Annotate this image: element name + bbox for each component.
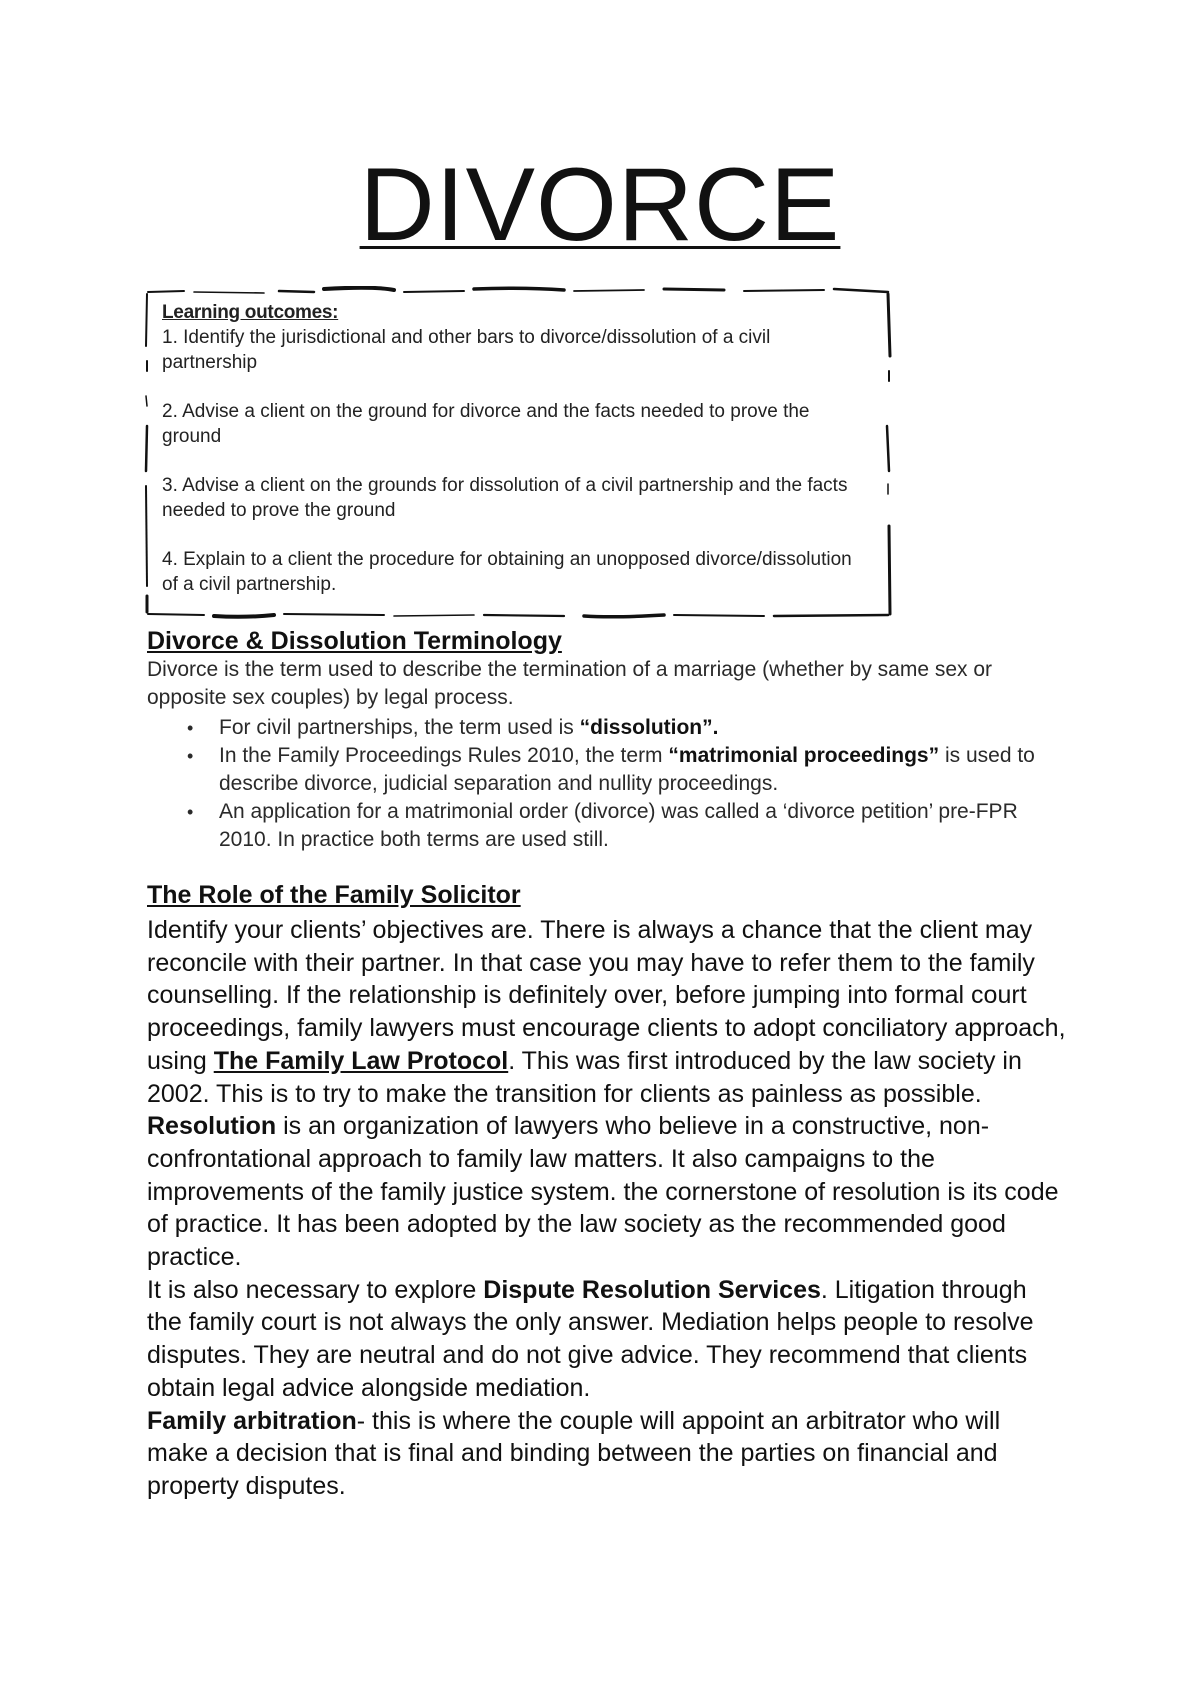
- role-heading: The Role of the Family Solicitor: [147, 881, 521, 909]
- learning-outcomes-box: [144, 286, 892, 620]
- learning-outcome-item: 1. Identify the jurisdictional and other bars to divorce/dissolution of a civil partnership: [162, 327, 771, 373]
- role-paragraph-3: [147, 1274, 1067, 1405]
- family-arbitration-term: Family arbitration: [147, 1406, 357, 1435]
- role-paragraph-2: [147, 1110, 1067, 1274]
- list-item: [147, 798, 1067, 854]
- learning-outcome-item: 2. Advise a client on the ground for divorce and the facts needed to prove the ground: [162, 401, 810, 447]
- paragraph-text: is an organization of lawyers who believe in a constructive, non-confrontational approach to family law matters. It also campaigns to the improvements of the family justice system. the cornerstone of resolution is its code of practice. It has been adopted by the law society as the recommended good practice.: [147, 1112, 1059, 1272]
- role-section: [147, 880, 1067, 1503]
- bullet-text: In the Family Proceedings Rules 2010, the term: [219, 744, 669, 767]
- paragraph-text: It is also necessary to explore: [147, 1275, 484, 1304]
- bullet-icon: •: [187, 718, 194, 738]
- bullet-icon: •: [187, 802, 194, 822]
- paragraph-text: . Litigation through the family court is not always the only answer. Mediation helps people to resolve disputes. They are neutral and do not give advice. They recommend that clients obtain legal advice alongside mediation.: [147, 1275, 1034, 1402]
- role-paragraph-4: [147, 1405, 1067, 1503]
- bullet-icon: •: [187, 746, 194, 766]
- terminology-heading: Divorce & Dissolution Terminology: [147, 627, 562, 655]
- list-item: [147, 742, 1067, 798]
- terminology-section: [147, 626, 1067, 854]
- bullet-text-tail: is used to describe divorce, judicial separation and nullity proceedings.: [219, 744, 1035, 795]
- terminology-intro: Divorce is the term used to describe the termination of a marriage (whether by same sex or opposite sex couples) by legal process.: [147, 658, 993, 709]
- page-title: DIVORCE: [359, 147, 841, 263]
- dispute-resolution-term: Dispute Resolution Services: [483, 1275, 821, 1304]
- role-paragraph-1: [147, 914, 1067, 1110]
- learning-outcomes-content: [162, 300, 862, 597]
- learning-outcome-item: 4. Explain to a client the procedure for obtaining an unopposed divorce/dissolution of a civil partnership.: [162, 549, 852, 595]
- bullet-text: For civil partnerships, the term used is: [219, 716, 580, 739]
- bullet-bold-term: “matrimonial proceedings”: [668, 744, 940, 767]
- family-law-protocol-term: The Family Law Protocol: [213, 1046, 509, 1075]
- paragraph-text: - this is where the couple will appoint an arbitrator who will make a decision that is final and binding between the parties on financial and property disputes.: [147, 1406, 1001, 1500]
- bullet-text: An application for a matrimonial order (divorce) was called a ‘divorce petition’ pre-FPR 2010. In practice both terms are used still.: [219, 800, 1018, 851]
- paragraph-text: . This was first introduced by the law society in 2002. This is to try to make the transition for clients as painless as possible.: [147, 1046, 1022, 1108]
- terminology-list: [147, 714, 1067, 854]
- learning-outcome-item: 3. Advise a client on the grounds for dissolution of a civil partnership and the facts needed to prove the ground: [162, 475, 848, 521]
- learning-outcomes-heading: Learning outcomes:: [162, 302, 339, 323]
- paragraph-text: Identify your clients’ objectives are. There is always a chance that the client may reconcile with their partner. In that case you may have to refer them to the family counselling. If the relationship is definitely over, before jumping into formal court proceedings, family lawyers must encourage clients to adopt conciliatory approach, using: [147, 916, 1066, 1075]
- resolution-term: Resolution: [147, 1112, 277, 1141]
- list-item: [147, 714, 1067, 742]
- bullet-bold-term: “dissolution”.: [579, 716, 719, 739]
